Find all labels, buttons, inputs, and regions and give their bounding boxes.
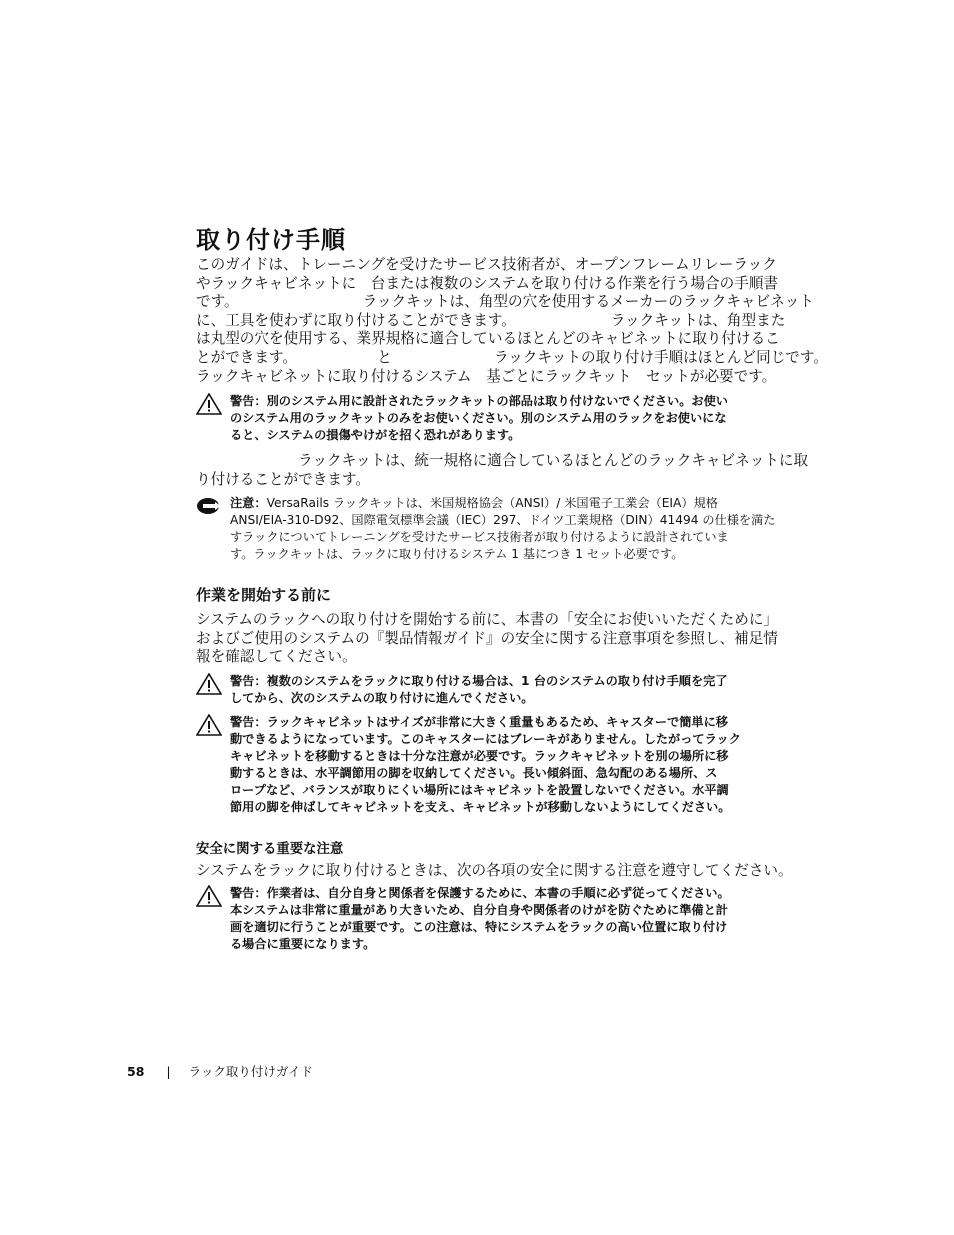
warning-line: ロープなど、バランスが取りにくい場所にはキャビネットを設置しないでください。水平調 — [230, 783, 729, 797]
page-footer — [127, 1062, 313, 1080]
warning-line: る場合に重要になります。 — [230, 937, 376, 951]
warning-line: 動するときは、水平調節用の脚を収納してください。長い傾斜面、急勾配のある場所、ス — [230, 766, 718, 780]
note-hand-icon — [196, 495, 222, 517]
intro-line: やラックキャビネットに 台または複数のシステムを取り付ける作業を行う場合の手順書 — [196, 274, 779, 292]
before-start-paragraph — [196, 611, 816, 667]
intro-line: に、工具を使わずに取り付けることができます。 ラックキットは、角型また — [196, 311, 786, 329]
note-notice — [196, 495, 816, 563]
warning-line: キャビネットを移動するときは十分な注意が必要です。ラックキャビネットを別の場所に移 — [230, 749, 729, 763]
warning-line: 節用の脚を伸ばしてキャビネットを支え、キャビネットが移動しないようにしてください。 — [230, 800, 731, 814]
intro-paragraph — [196, 256, 828, 386]
intro-line: は丸型の穴を使用する、業界規格に適合しているほとんどのキャビネットに取り付けるこ — [196, 330, 780, 348]
warning-lead: 警告： — [230, 394, 267, 408]
section-heading-safety: 安全に関する重要な注意 — [196, 842, 344, 857]
warning-triangle-icon — [196, 714, 222, 736]
note-line: すラックについてトレーニングを受けたサービス技術者が取り付けるように設計されていま — [230, 530, 729, 544]
warning-notice — [196, 714, 816, 816]
warning-line: ラックキャビネットはサイズが非常に大きく重量もあるため、キャスターで簡単に移 — [266, 715, 728, 729]
intro-line: です。 ラックキットは、角型の穴を使用するメーカーのラックキャビネット — [196, 293, 814, 311]
warning-line: 本システムは非常に重量があり大きいため、自分自身や関係者のけがを防ぐために準備と計 — [230, 903, 728, 917]
safety-paragraph — [196, 862, 816, 881]
warning-lead: 警告： — [230, 886, 267, 900]
footer-doc-title: ラック取り付けガイド — [188, 1064, 314, 1079]
warning-lead: 警告： — [230, 674, 267, 688]
warning-line: 作業者は、自分自身と関係者を保護するために、本書の手順に必ず従ってください。 — [266, 886, 730, 900]
warning-triangle-icon — [196, 885, 222, 907]
note-line: VersaRails ラックキットは、米国規格協会（ANSI）/ 米国電子工業会（EIA）規格 — [266, 496, 718, 510]
warning-triangle-icon — [196, 393, 222, 415]
note-line: ANSI/EIA-310-D92、国際電気標準会議（IEC）297、ドイツ工業規格（DIN）41494 の仕様を満た — [230, 513, 776, 527]
warning-line: 複数のシステムをラックに取り付ける場合は、1 台のシステムの取り付け手順を完了 — [266, 674, 728, 688]
before-start-line: システムのラックへの取り付けを開始する前に、本書の「安全にお使いいただくために」 — [196, 611, 779, 628]
section-heading-before-start: 作業を開始する前に — [196, 586, 332, 604]
intro-line: とができます。 と ラックキットの取り付け手順はほとんど同じです。 — [196, 348, 828, 366]
warning-line: 別のシステム用に設計されたラックキットの部品は取り付けないでください。お使い — [266, 394, 728, 408]
compat-line: ラックキットは、統一規格に適合しているほとんどのラックキャビネットに取 — [196, 452, 809, 469]
before-start-line: 報を確認してください。 — [196, 648, 357, 666]
warning-line: 画を適切に行うことが重要です。この注意は、特にシステムをラックの高い位置に取り付け — [230, 920, 728, 934]
warning-line: ると、システムの損傷やけがを招く恐れがあります。 — [230, 428, 521, 442]
intro-line: ラックキャビネットに取り付けるシステム 基ごとにラックキット セットが必要です。 — [196, 367, 777, 385]
note-lead: 注意： — [230, 496, 267, 510]
warning-lead: 警告： — [230, 715, 267, 729]
before-start-line: およびご使用のシステムの『製品情報ガイド』の安全に関する注意事項を参照し、補足情 — [196, 629, 778, 647]
compatibility-paragraph — [196, 452, 816, 489]
intro-line: このガイドは、トレーニングを受けたサービス技術者が、オープンフレームリレーラック — [196, 256, 777, 273]
compat-line: り付けることができます。 — [196, 470, 370, 488]
footer-separator: | — [166, 1064, 171, 1079]
warning-notice — [196, 673, 816, 707]
page-number: 58 — [127, 1064, 145, 1079]
note-line: す。ラックキットは、ラックに取り付けるシステム 1 基につき 1 セット必要です。 — [230, 547, 684, 561]
page-title: 取り付け手順 — [196, 226, 346, 254]
warning-line: 動できるようになっています。このキャスターにはブレーキがありません。したがってラック — [230, 732, 741, 746]
warning-line: のシステム用のラックキットのみをお使いください。別のシステム用のラックをお使いにな — [230, 411, 727, 425]
warning-notice — [196, 885, 816, 953]
safety-line: システムをラックに取り付けるときは、次の各項の安全に関する注意を遵守してください。 — [196, 862, 793, 879]
warning-line: してから、次のシステムの取り付けに進んでください。 — [230, 691, 534, 705]
warning-triangle-icon — [196, 673, 222, 695]
warning-notice — [196, 393, 816, 444]
